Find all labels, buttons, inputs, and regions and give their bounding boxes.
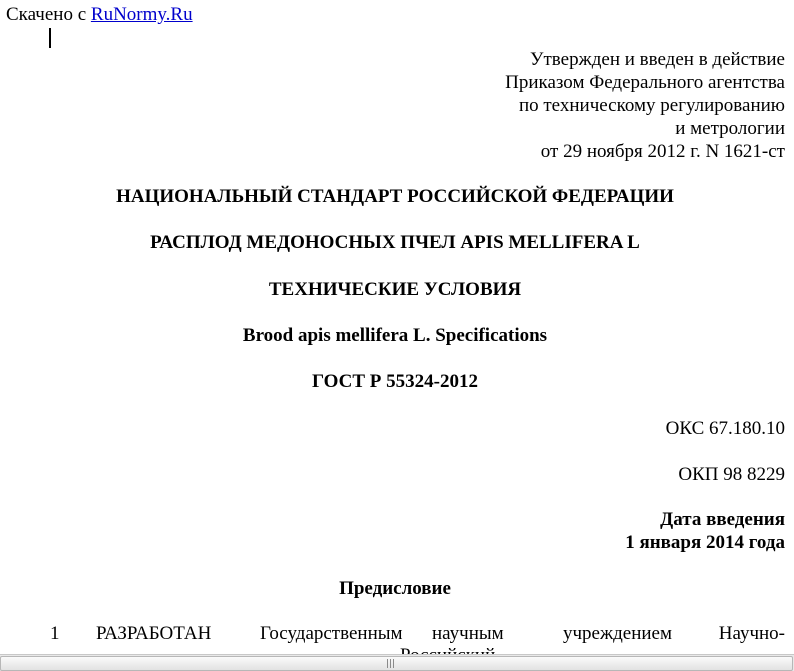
- grip-icon: [387, 659, 397, 668]
- approval-block: [505, 48, 785, 163]
- paragraph-word: учреждением: [563, 623, 673, 644]
- okp-code: ОКП 98 8229: [678, 464, 785, 485]
- scrollbar-thumb[interactable]: [0, 656, 793, 671]
- gost-number: ГОСТ Р 55324-2012: [312, 371, 478, 392]
- source-prefix: Скачено с: [6, 4, 91, 25]
- preface-heading: Предисловие: [339, 578, 451, 599]
- download-source-line: [6, 3, 193, 27]
- source-link[interactable]: RuNormy.Ru: [90, 4, 193, 25]
- intro-date-label: Дата введения: [660, 509, 785, 530]
- horizontal-scrollbar[interactable]: [0, 654, 794, 671]
- paragraph-word: Научно-: [718, 623, 785, 644]
- intro-date-value: 1 января 2014 года: [625, 532, 785, 553]
- document-title: РАСПЛОД МЕДОНОСНЫХ ПЧЕЛ APIS MELLIFERA L: [150, 232, 640, 253]
- approval-line: Утвержден и введен в действие: [530, 49, 785, 70]
- paragraph-number: 1: [50, 623, 60, 644]
- english-title: Brood apis mellifera L. Specifications: [242, 325, 548, 346]
- paragraph-word: научным: [432, 623, 504, 644]
- approval-line: и метрологии: [675, 118, 785, 139]
- standard-header: НАЦИОНАЛЬНЫЙ СТАНДАРТ РОССИЙСКОЙ ФЕДЕРАЦИИ: [116, 186, 674, 207]
- paragraph-word: Государственным: [260, 623, 403, 644]
- text-cursor: [49, 28, 51, 48]
- oks-code: ОКС 67.180.10: [665, 418, 785, 439]
- document-subtitle: ТЕХНИЧЕСКИЕ УСЛОВИЯ: [268, 279, 522, 300]
- approval-line: по техническому регулированию: [518, 95, 785, 116]
- approval-line: Приказом Федерального агентства: [505, 72, 785, 93]
- introduction-date: [625, 508, 785, 554]
- paragraph-word: РАЗРАБОТАН: [96, 623, 212, 644]
- approval-line: от 29 ноября 2012 г. N 1621-ст: [540, 141, 785, 162]
